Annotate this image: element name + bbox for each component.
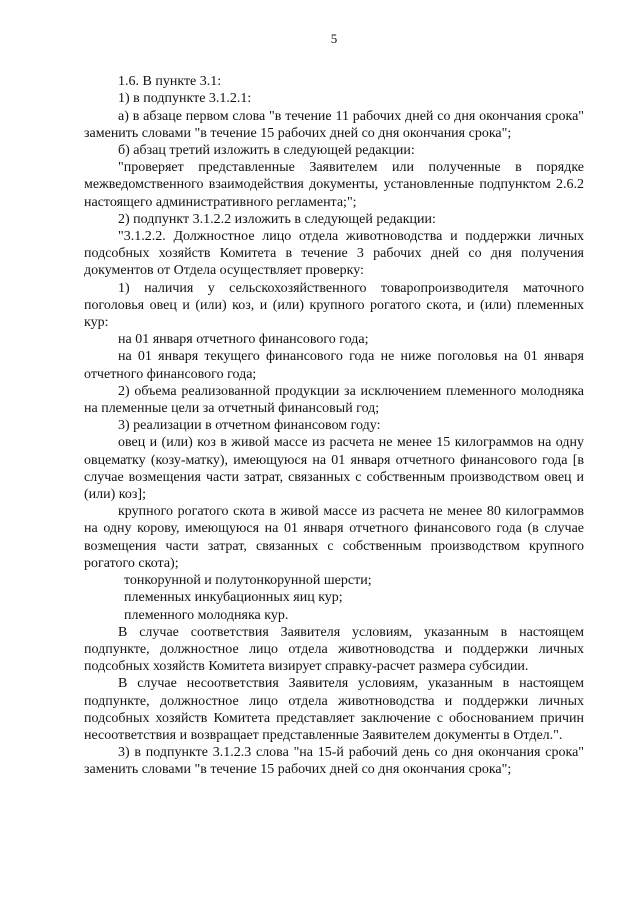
paragraph: 2) объема реализованной продукции за исключением племенного молодняка на племенные цели за отчетный финансовый год; (84, 383, 584, 417)
paragraph: племенных инкубационных яиц кур; (124, 590, 343, 606)
paragraph: на 01 января отчетного финансового года; (118, 332, 369, 348)
page-number: 5 (330, 31, 338, 46)
paragraph: 1.6. В пункте 3.1: (118, 74, 222, 90)
paragraph: "3.1.2.2. Должностное лицо отдела животноводства и поддержки личных подсобных хозяйств Комитета в течение 3 рабочих дней со дня получения документов от Отдела осуществляет проверку: (84, 229, 584, 279)
paragraph: б) абзац третий изложить в следующей редакции: (118, 143, 415, 159)
paragraph: племенного молодняка кур. (124, 607, 289, 623)
paragraph: 3) реализации в отчетном финансовом году: (118, 418, 381, 434)
paragraph: а) в абзаце первом слова "в течение 11 рабочих дней со дня окончания срока" заменить словами "в течение 15 рабочих дней со дня окончания срока"; (84, 108, 584, 141)
paragraph: овец и (или) коз в живой массе из расчета не менее 15 килограммов на одну овцематку (козу-матку), имеющуюся на 01 января отчетного финансового года [в случае возмещения части затрат, связанных с собственным производством овец и (или) коз]; (84, 435, 584, 503)
paragraph: 2) подпункт 3.1.2.2 изложить в следующей редакции: (118, 211, 436, 227)
paragraph: на 01 января текущего финансового года не ниже поголовья на 01 января отчетного финансового года; (84, 349, 584, 382)
paragraph: 1) в подпункте 3.1.2.1: (118, 91, 252, 107)
paragraph: тонкорунной и полутонкорунной шерсти; (124, 573, 372, 589)
paragraph: крупного рогатого скота в живой массе из расчета не менее 80 килограммов на одну корову, имеющуюся на 01 января отчетного финансового года (в случае возмещения части затрат, связанных с собственным производством крупного рогатого скота); (84, 504, 584, 571)
paragraph: "проверяет представленные Заявителем или полученные в порядке межведомственного взаимодействия документы, установленные подпунктом 2.6.2 настоящего административного регламента;"; (84, 160, 584, 210)
paragraph: 1) наличия у сельскохозяйственного товаропроизводителя маточного поголовья овец и (или) коз, и (или) крупного рогатого скота, и (или) племенных кур: (84, 280, 584, 331)
paragraph: В случае несоответствия Заявителя условиям, указанным в настоящем подпункте, должностное лицо отдела животноводства и поддержки личных подсобных хозяйств Комитета представляет заключение с обоснованием причин несоответствия и возвращает представленные Заявителем документы в Отдел.". (84, 676, 584, 743)
document-body (84, 73, 584, 778)
paragraph: В случае соответствия Заявителя условиям, указанным в настоящем подпункте, должностное лицо отдела животноводства и поддержки личных подсобных хозяйств Комитета визирует справку-расчет размера субсидии. (84, 624, 584, 675)
paragraph: 3) в подпункте 3.1.2.3 слова "на 15-й рабочий день со дня окончания срока" заменить словами "в течение 15 рабочих дней со дня окончания срока"; (84, 745, 584, 778)
